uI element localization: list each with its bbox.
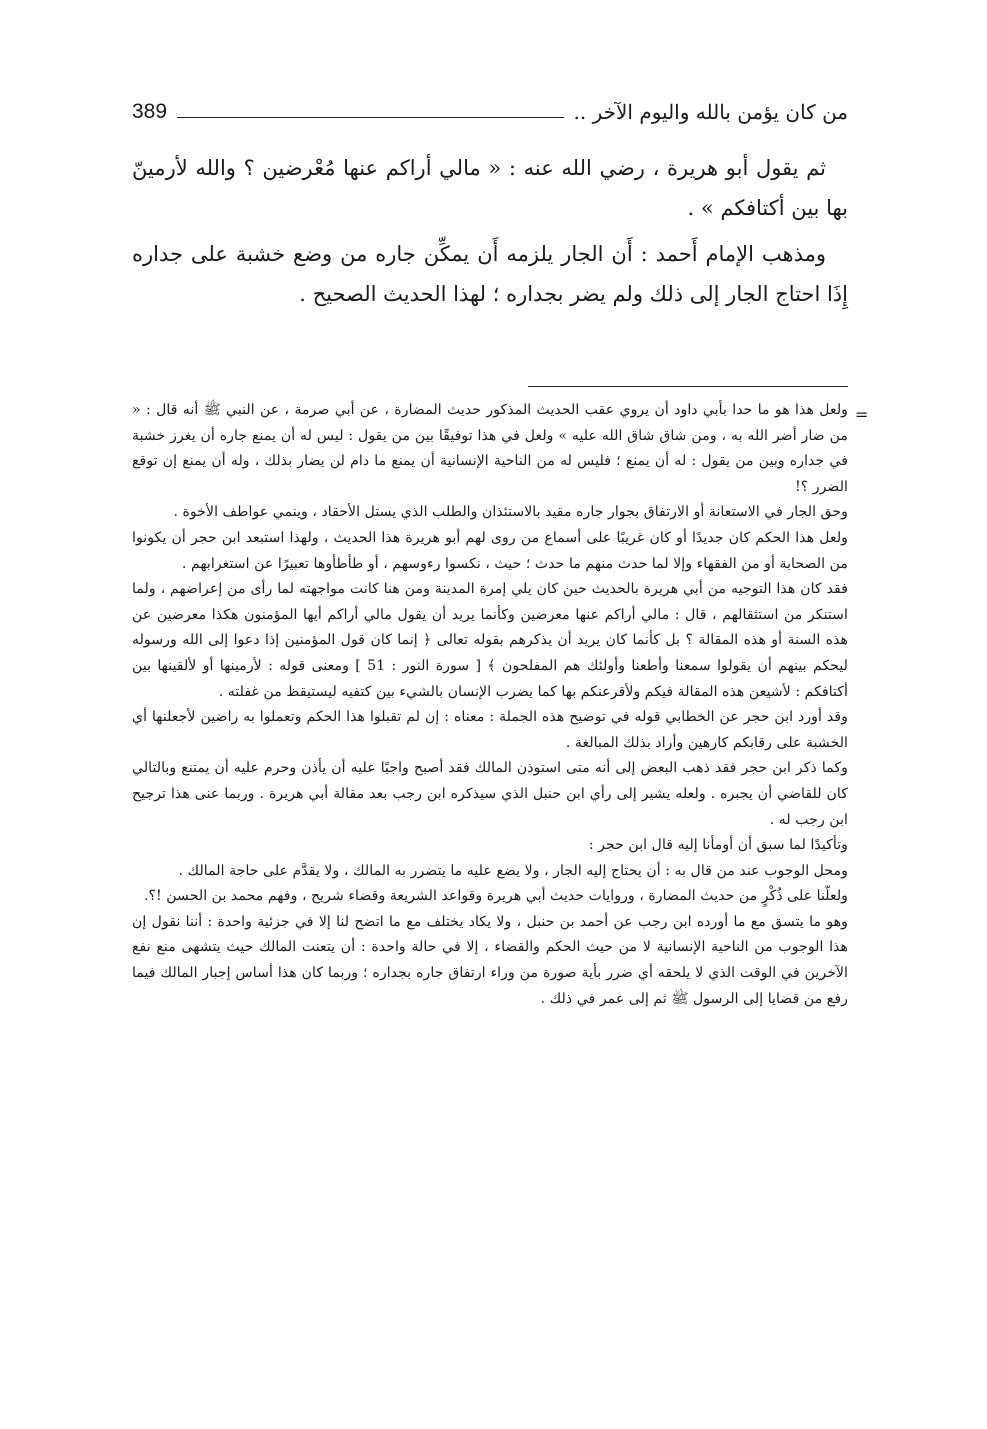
header-rule [177, 117, 564, 118]
footnote-paragraph: ولعلّنا على ذُكْرٍ من حديث المضارة ، وروايات حديث أبي هريرة وقواعد الشريعة وقضاء شريح ، وفهم محمد بن الحسن !؟. [144, 888, 848, 905]
footnote-paragraph: وقد أورد ابن حجر عن الخطابي قوله في توضيح هذه الجملة : معناه : إن لم تقبلوا هذا الحكم وتعملوا به راضين لأجعلنها أي الخشبة على رقابكم كارهين وأراد بذلك المبالغة . [132, 709, 848, 751]
footnote-paragraph: ولعل هذا الحكم كان جديدًا أو كان غريبًا على أسماع من روى لهم أبو هريرة هذا الحديث ، ولهذا استبعد ابن حجر أن يكونوا من الصحابة أو من الفقهاء وإلا لما حدث منهم ما حدث ؛ حيث ، نكسوا رءوسهم ، أو طأطأوها تعبيرًا عن استغرابهم . [132, 529, 848, 572]
footnote-paragraph: وهو ما يتسق مع ما أورده ابن رجب عن أحمد بن حنبل ، ولا يكاد يختلف مع ما اتضح لنا إلا في جزئية واحدة : أننا نقول إن هذا الوجوب من الناحية الإنسانية لا من حيث الحكم والقضاء ، إلا في حالة واحدة : أن يتعنت المالك حيث يتشهى منع نفع الآخرين في الوقت الذي لا يلحقه أي ضرر بأية صورة من وراء ارتفاق جاره بجداره ؛ وربما كان هذا أساس إجبار المالك فيما رفع من قضايا إلى الرسول ﷺ ثم إلى عمر في ذلك . [132, 913, 848, 1007]
footnote-paragraph: وكما ذكر ابن حجر فقد ذهب البعض إلى أنه متى استوذن المالك فقد أصبح واجبًا عليه أن يأذن وحرم عليه أن يمتنع وبالتالي كان للقاضي أن يجبره . ولعله يشير إلى رأي ابن حنبل الذي سيذكره ابن رجب بعد مقالة أبي هريرة . وربما عنى هذا ترجيح ابن رجب له . [132, 760, 848, 828]
footnote-paragraph: ولعل هذا هو ما حدا بأبي داود أن يروي عقب الحديث المذكور حديث المضارة ، عن أبي صرمة ، عن النبي ﷺ أنه قال : « من ضار أضر الله به ، ومن شاق شاق الله عليه » ولعل في هذا توفيقًا بين من يقول : ليس له أن يمنع جاره أن يغرز خشبة في جداره وبين من يقول : له أن يمنع ؛ فليس له من الناحية الإنسانية أن يمنع ما دام لن يضار بذلك ، وله أن يمنع إن توقع الضرر ؟! [132, 402, 848, 495]
running-title: من كان يؤمن بالله واليوم الآخر .. [573, 100, 848, 124]
footnote-continuation-marker: = [855, 405, 869, 424]
footnote-paragraph: وتأكيدًا لما سبق أن أومأنا إليه قال ابن حجر : [588, 837, 848, 854]
main-paragraph: ثم يقول أبو هريرة ، رضي الله عنه : « مالي أراكم عنها مُعْرضين ؟ والله لأرمينّ بها بين أكتافكم » . [132, 156, 848, 220]
footnote-paragraph: فقد كان هذا التوجيه من أبي هريرة بالحديث حين كان يلي إمرة المدينة ومن هنا كانت مواجهته لما رأى من إعراضهم ، ولما استنكر من استثقالهم ، قال : مالي أراكم عنها معرضين وكأنما يريد أن يقول مالي أراكم أيها المؤمنون هكذا معرضين عن هذه السنة أو هذه المقالة ؟ بل كأنما كان يريد أن يذكرهم بقوله تعالى ﴿ إنما كان قول المؤمنين إذا دعوا إلى الله ورسوله ليحكم بينهم أن يقولوا سمعنا وأطعنا وأولئك هم المفلحون ﴾ [ سورة النور : 51 ] ومعنى قوله : لأرمينها أو لألقينها بين أكتافكم : لأشيعن هذه المقالة فيكم ولأقرعنكم بها كما يضرب الإنسان بالشيء بين كتفيه ليستيقظ من غفلته . [132, 581, 848, 700]
footnote-paragraph: وحق الجار في الاستعانة أو الارتفاق بجوار جاره مقيد بالاستئذان والطلب الذي يستل الأحقاد ، وينمي عواطف الأخوة . [173, 504, 848, 521]
main-paragraph: ومذهب الإمام أَحمد : أَن الجار يلزمه أَن يمكِّن جاره من وضع خشبة على جداره إِذَا احتاج الجار إلى ذلك ولم يضر بجداره ؛ لهذا الحديث الصحيح . [132, 242, 848, 306]
page-number: 389 [132, 100, 168, 123]
footnote-paragraph: ومحل الوجوب عند من قال به : أن يحتاج إليه الجار ، ولا يضع عليه ما يتضرر به المالك ، ولا يقدَّم على حاجة المالك . [178, 862, 848, 879]
main-text [132, 148, 848, 320]
footnote-separator [528, 386, 848, 387]
footnotes [132, 398, 848, 1012]
running-header [132, 92, 848, 132]
